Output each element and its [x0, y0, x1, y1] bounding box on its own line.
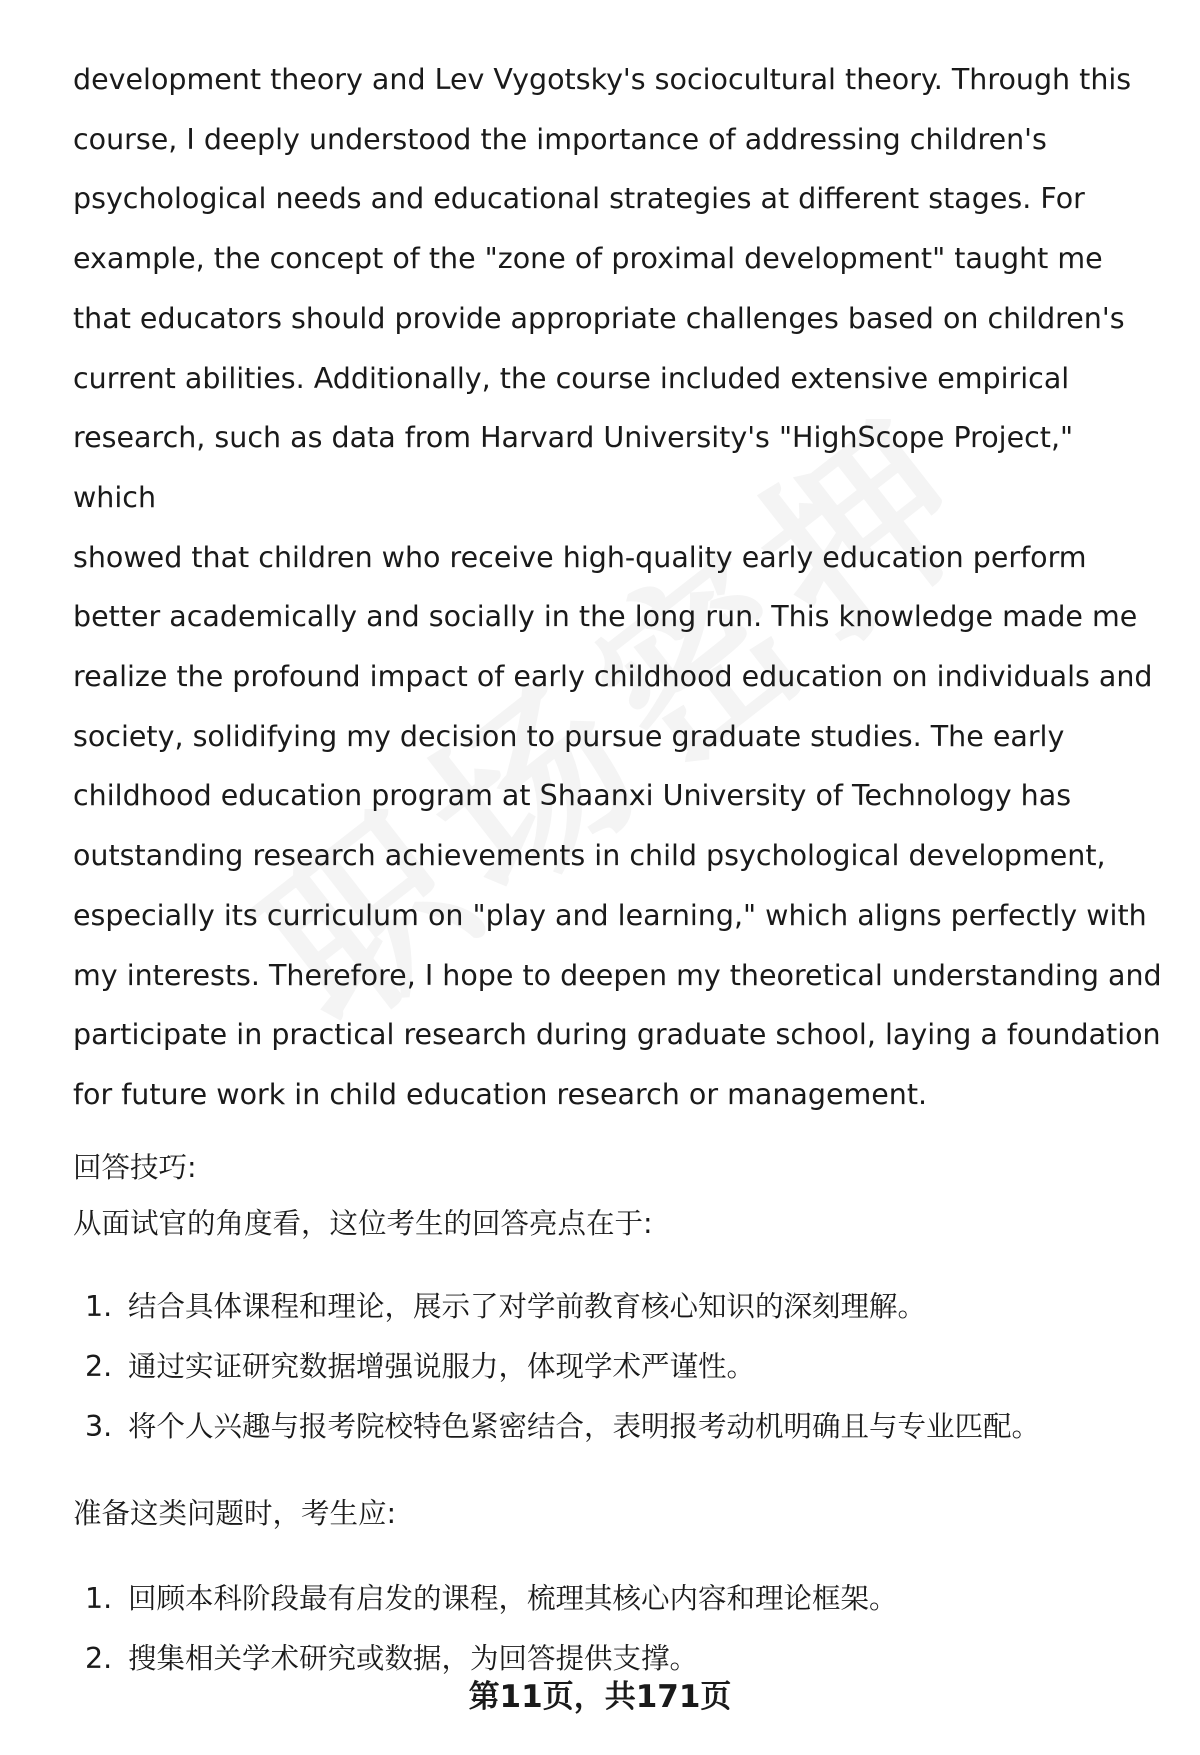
paragraph-line: research, such as data from Harvard University's "HighScope Project," which — [73, 421, 1074, 514]
list-number: 1. — [85, 1581, 113, 1615]
list-text: 回顾本科阶段最有启发的课程，梳理其核心内容和理论框架。 — [128, 1581, 898, 1615]
list-number: 1. — [85, 1289, 113, 1323]
list-number: 2. — [85, 1641, 113, 1675]
tips-list — [73, 1277, 1163, 1457]
list-item — [73, 1569, 1163, 1629]
paragraph-line: for future work in child education research or management. — [73, 1077, 928, 1111]
paragraph-line: participate in practical research during graduate school, laying a foundation — [73, 1018, 1161, 1052]
paragraph-line: childhood education program at Shaanxi University of Technology has — [73, 779, 1072, 813]
list-item — [73, 1277, 1163, 1337]
list-number: 2. — [85, 1349, 113, 1383]
prep-heading: 准备这类问题时，考生应: — [73, 1496, 397, 1530]
list-text: 搜集相关学术研究或数据，为回答提供支撑。 — [128, 1641, 699, 1675]
paragraph-line: realize the profound impact of early childhood education on individuals and — [73, 660, 1153, 694]
paragraph-line: development theory and Lev Vygotsky's sociocultural theory. Through this — [73, 63, 1132, 96]
body-paragraph — [73, 50, 1163, 1125]
paragraph-line: better academically and socially in the long run. This knowledge made me — [73, 600, 1138, 634]
list-text: 结合具体课程和理论，展示了对学前教育核心知识的深刻理解。 — [128, 1289, 927, 1323]
paragraph-line: that educators should provide appropriate challenges based on children's — [73, 301, 1125, 335]
list-text: 将个人兴趣与报考院校特色紧密结合，表明报考动机明确且与专业匹配。 — [128, 1409, 1041, 1443]
paragraph-line: current abilities. Additionally, the course included extensive empirical — [73, 361, 1070, 395]
paragraph-line: outstanding research achievements in child psychological development, — [73, 839, 1106, 873]
page-number-footer: 第11页，共171页 — [468, 1679, 732, 1715]
paragraph-line: my interests. Therefore, I hope to deepen my theoretical understanding and — [73, 958, 1162, 992]
paragraph-line: especially its curriculum on "play and learning," which aligns perfectly with — [73, 898, 1147, 932]
list-number: 3. — [85, 1409, 113, 1443]
page-content — [73, 50, 1163, 1689]
paragraph-line: example, the concept of the "zone of proximal development" taught me — [73, 242, 1103, 276]
list-item — [73, 1337, 1163, 1397]
tips-intro: 从面试官的角度看，这位考生的回答亮点在于: — [73, 1206, 653, 1240]
paragraph-line: course, I deeply understood the importance of addressing children's — [73, 122, 1047, 156]
paragraph-line: psychological needs and educational strategies at different stages. For — [73, 182, 1085, 216]
tips-heading: 回答技巧: — [73, 1150, 197, 1184]
list-item — [73, 1397, 1163, 1457]
list-text: 通过实证研究数据增强说服力，体现学术严谨性。 — [128, 1349, 756, 1383]
paragraph-line: society, solidifying my decision to pursue graduate studies. The early — [73, 719, 1065, 753]
paragraph-line: showed that children who receive high-quality early education perform — [73, 540, 1087, 574]
prep-list — [73, 1569, 1163, 1689]
